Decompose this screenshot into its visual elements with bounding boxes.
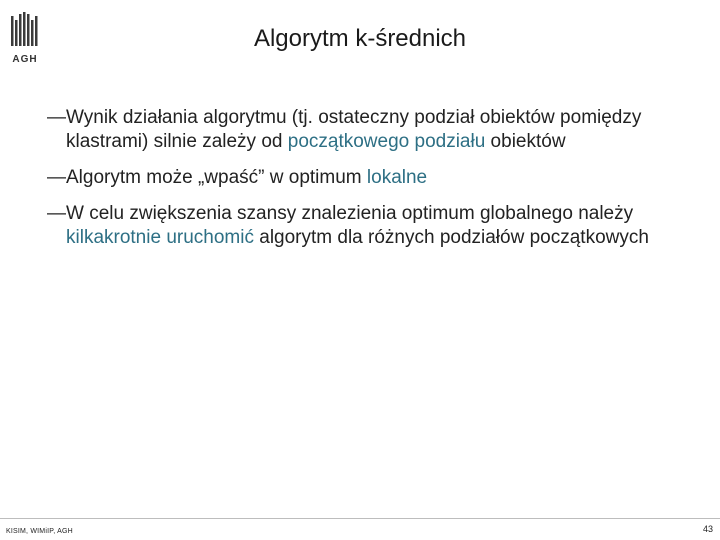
bullet-text: W celu zwiększenia szansy znalezienia optimum globalnego należy bbox=[66, 203, 634, 224]
bullet-dash: — bbox=[47, 203, 66, 224]
slide-title: Algorytm k-średnich bbox=[253, 25, 467, 52]
footer-divider bbox=[0, 518, 720, 519]
bullet-item bbox=[47, 106, 687, 154]
bullet-text: Wynik działania algorytmu (tj. ostateczny podział obiektów pomiędzy klastrami) silnie zależy od bbox=[66, 107, 642, 152]
logo-text: AGH bbox=[12, 54, 38, 65]
bullet-item bbox=[47, 202, 687, 250]
highlighted-text: lokalne bbox=[366, 167, 428, 188]
bullet-text: obiektów bbox=[485, 131, 566, 152]
bullet-item bbox=[47, 166, 687, 190]
bullet-dash: — bbox=[47, 167, 66, 188]
bullet-text: Algorytm może „wpaść” w optimum bbox=[66, 167, 367, 188]
highlighted-text: początkowego podziału bbox=[287, 131, 486, 152]
bullet-text: algorytm dla różnych podziałów początkowych bbox=[253, 227, 649, 248]
footer-institution: KISIM, WIMiIP, AGH bbox=[6, 528, 73, 535]
bullet-dash: — bbox=[47, 107, 66, 128]
highlighted-text: kilkakrotnie uruchomić bbox=[66, 227, 254, 248]
page-number: 43 bbox=[702, 524, 713, 534]
bullet-list bbox=[47, 106, 687, 262]
